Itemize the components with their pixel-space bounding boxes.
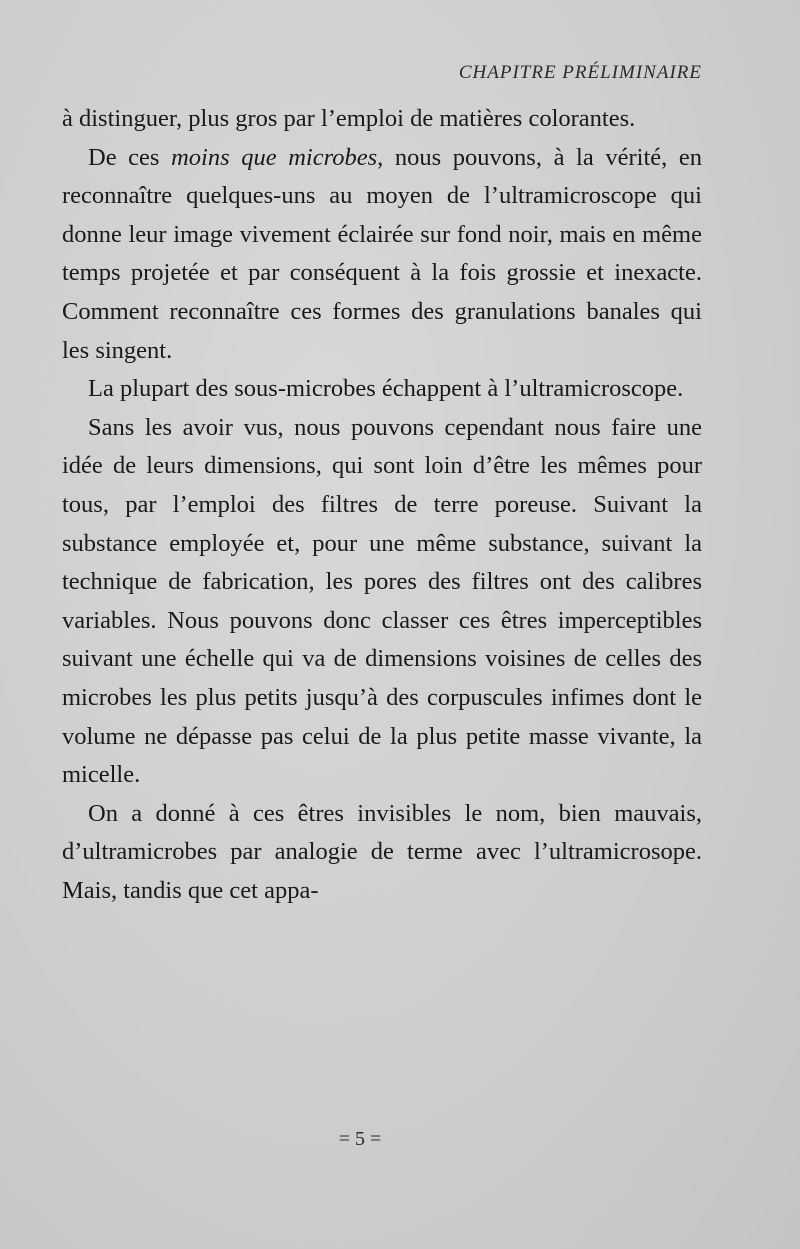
paragraph-2-after: , nous pouvons, à la vérité, en reconnaître quelques-uns au moyen de l’ultramicroscope qui donne leur image vivement éclairée sur fond noir, mais en même temps projetée et par conséquent à la fois grossie et inexacte. Comment reconnaître ces formes des granulations banales qui les singent. — [62, 143, 702, 364]
page-number: = 5 = — [338, 1128, 382, 1150]
paragraph-5: On a donné à ces êtres invisibles le nom, bien mauvais, d’ultramicrobes par analogie de terme avec l’ultramicrosope. Mais, tandis que cet appa- — [62, 799, 702, 904]
paragraph-2-before: De ces — [88, 143, 172, 171]
paragraph-1: à distinguer, plus gros par l’emploi de matières colorantes. — [62, 105, 636, 132]
paragraph-4: Sans les avoir vus, nous pouvons cependant nous faire une idée de leurs dimensions, qui sont loin d’être les mêmes pour tous, par l’emploi des filtres de terre poreuse. Suivant la substance employée et, pour une même substance, suivant la technique de fabrication, les pores des filtres ont des calibres variables. Nous pouvons donc classer ces êtres imperceptibles suivant une échelle qui va de dimensions voisines de celles des microbes les plus petits jusqu’à des corpuscules infimes dont le volume ne dépasse pas celui de la plus petite masse vivante, la micelle. — [62, 413, 702, 789]
italic-phrase: moins que microbes — [171, 143, 378, 171]
paragraph-2 — [62, 139, 702, 371]
running-head: CHAPITRE PRÉLIMINAIRE — [458, 62, 702, 83]
paragraph-3: La plupart des sous-microbes échappent à l’ultramicroscope. — [88, 375, 684, 403]
body-text — [62, 100, 702, 910]
